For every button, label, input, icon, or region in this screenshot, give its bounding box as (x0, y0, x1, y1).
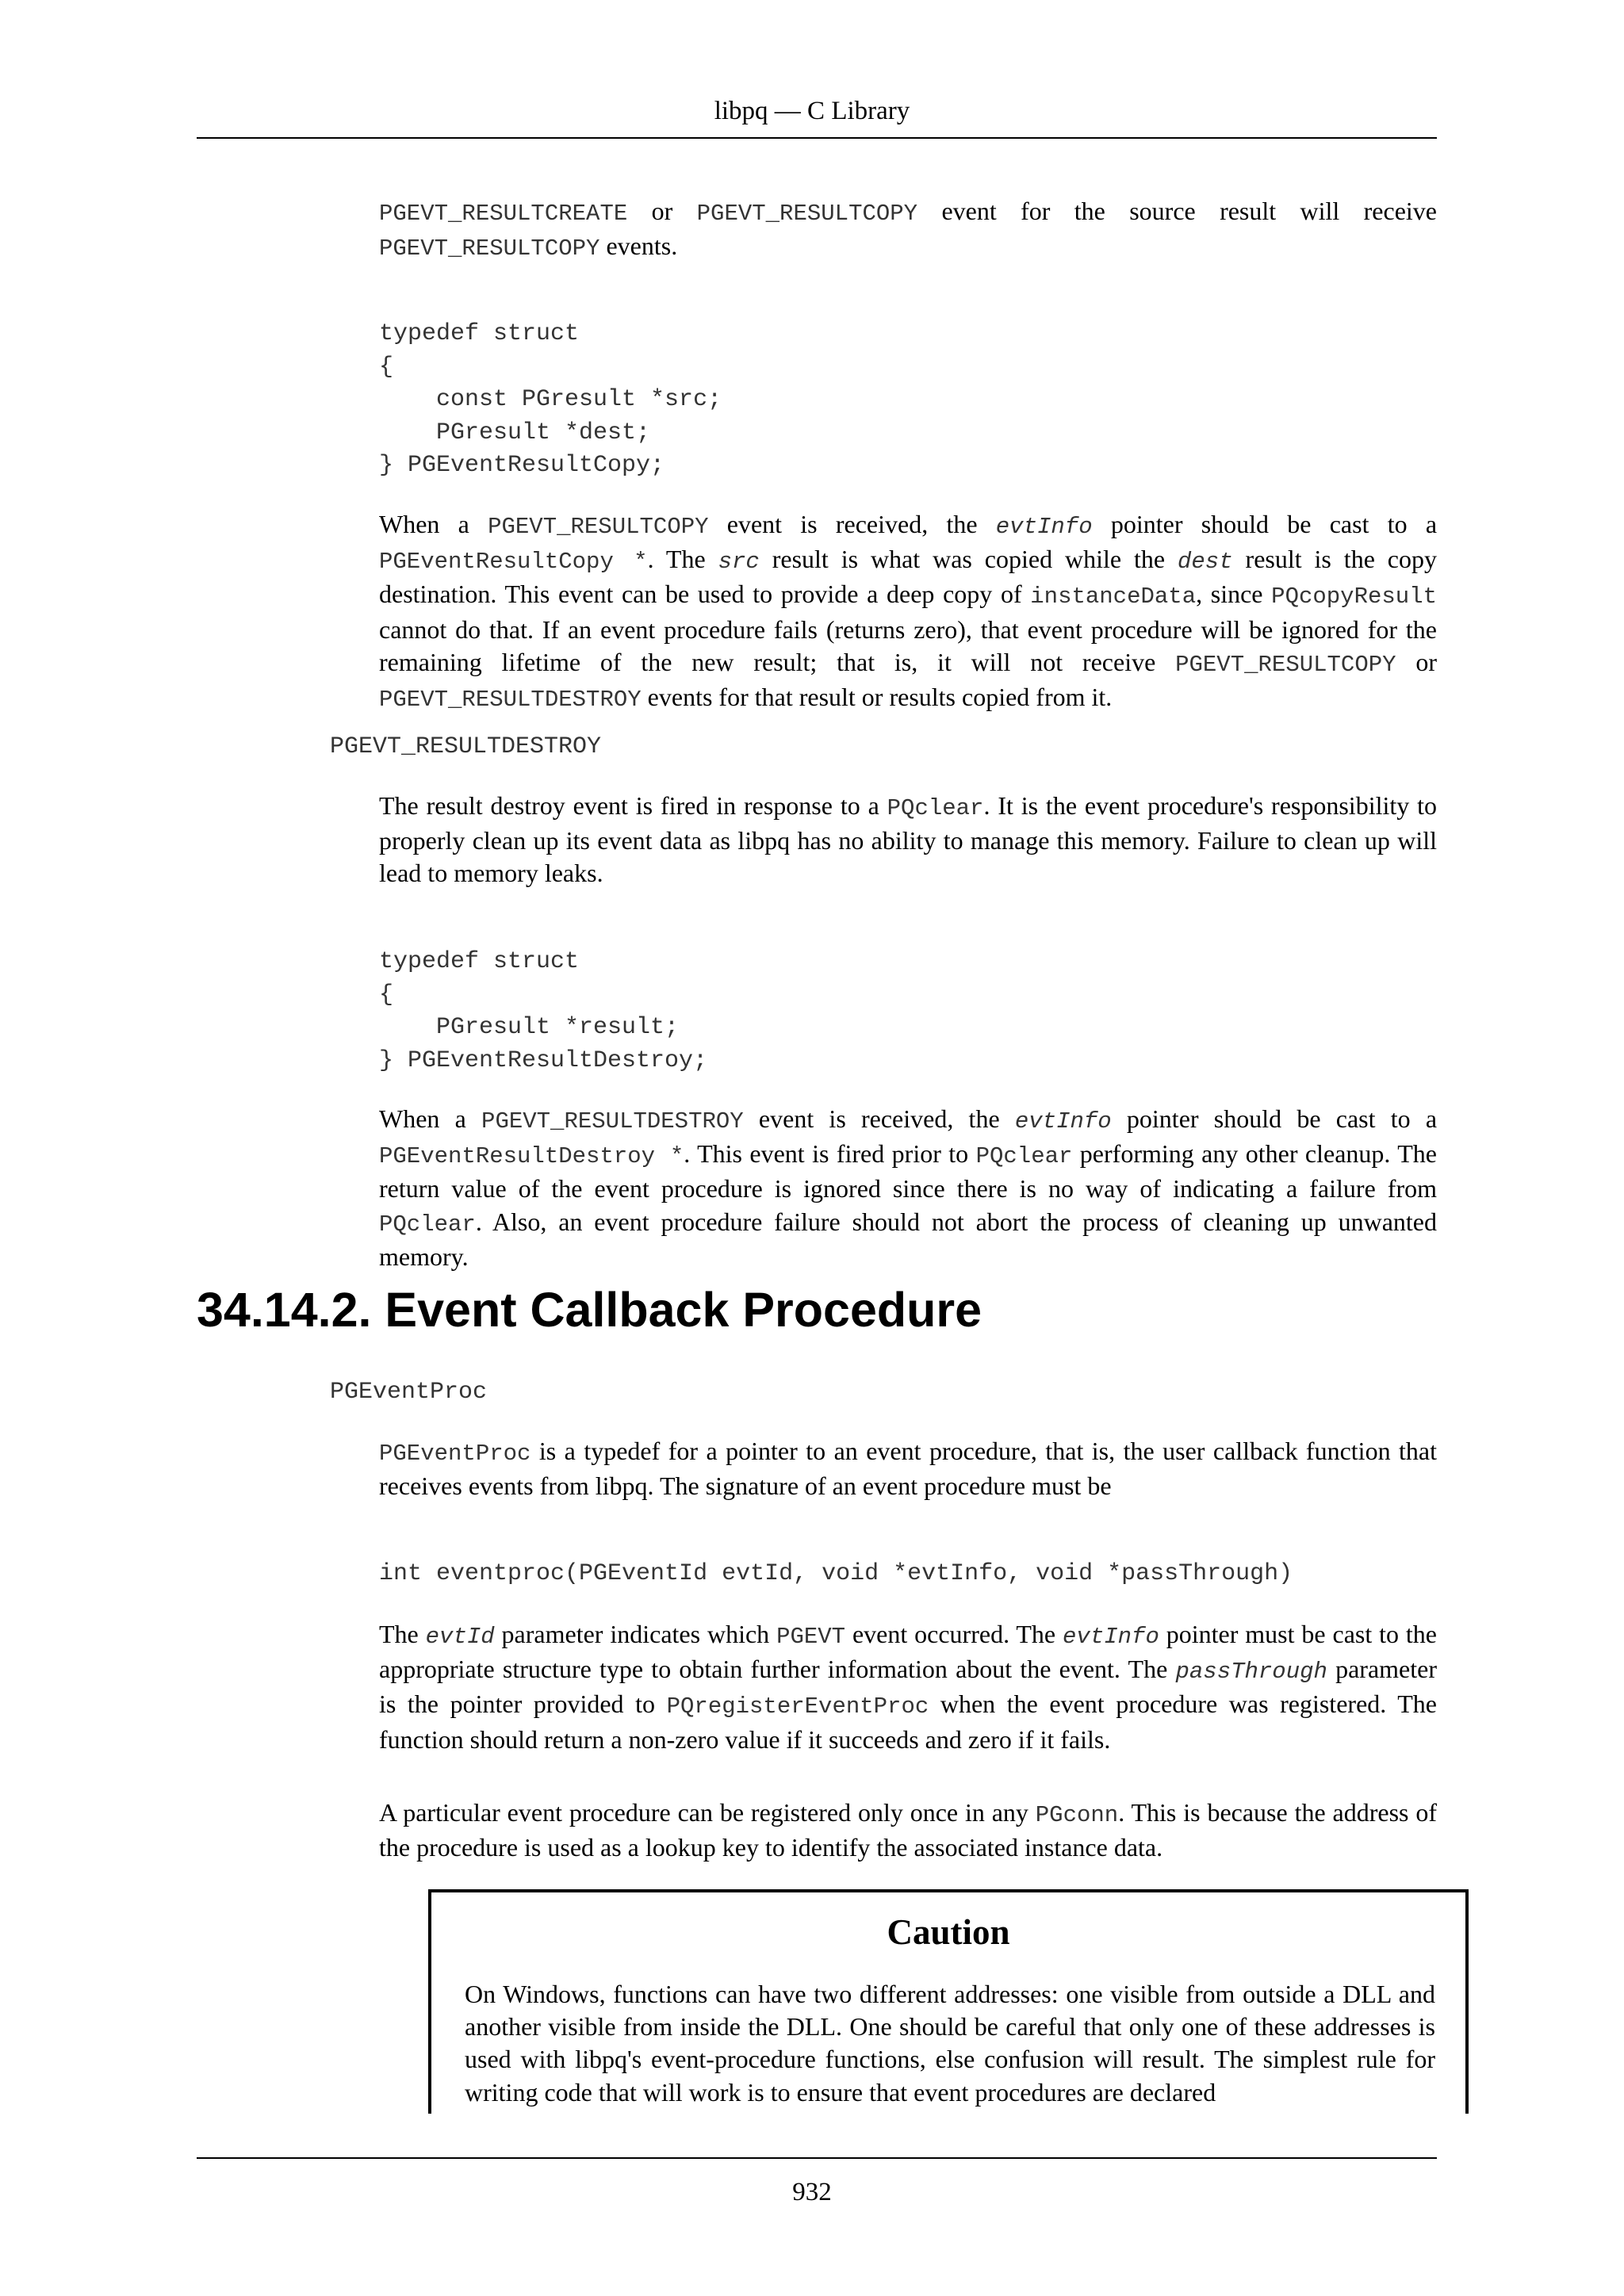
code-block-result-destroy: typedef struct { PGresult *result; } PGEventResultDestroy; (379, 948, 708, 1074)
code-block-signature: int eventproc(PGEventId evtId, void *evtInfo, void *passThrough) (379, 1560, 1293, 1587)
page-number: 932 (792, 2178, 832, 2206)
inline-code: PGEVT_RESULTCREATE (379, 201, 628, 227)
intro-paragraph: PGEVT_RESULTCREATE or PGEVT_RESULTCOPY event for the source result will receive PGEVT_RESULTCOPY events. (379, 197, 1438, 262)
caution-title: Caution (887, 1912, 1010, 1952)
parameter-name: passThrough (1175, 1659, 1327, 1686)
inline-code: PGEVT_RESULTCOPY (696, 201, 918, 227)
inline-code: PGEVT (776, 1624, 846, 1650)
result-copy-paragraph: When a PGEVT_RESULTCOPY event is received, the evtInfo pointer should be cast to a PGEventResultCopy *. The src result is what was copied while the dest result is the copy destination. This event can be used to provide a deep copy of instanceData, since PQcopyResult cannot do that. If an event procedure fails (returns zero), that event procedure will be ignored for the remaining lifetime of the new result; that is, it will not receive PGEVT_RESULTCOPY or PGEVT_RESULTDESTROY events for that result or results copied from it. (379, 510, 1438, 714)
inline-code: PGEVT_RESULTCOPY (379, 235, 600, 262)
inline-code: PQclear (887, 795, 984, 821)
inline-code: PGEVT_RESULTDESTROY (481, 1108, 744, 1135)
inline-code: PGEVT_RESULTDESTROY (379, 687, 642, 714)
term-result-destroy: PGEVT_RESULTDESTROY (330, 733, 602, 760)
section-heading: 34.14.2. Event Callback Procedure (197, 1283, 982, 1337)
result-destroy-paragraph: The result destroy event is fired in response to a PQclear. It is the event procedure's responsibility to properly clean up its event data as libpq has no ability to manage this memory. Failure to clean up will lead to memory leaks. (379, 791, 1438, 888)
parameter-name: src (718, 549, 760, 576)
footer-rule (197, 2157, 1437, 2159)
caution-text: On Windows, functions can have two different addresses: one visible from outside a DLL and another visible from inside the DLL. One should be careful that only one of these addresses is used with libpq's event-procedure functions, else confusion will result. The simplest rule for writing code that will work is to ensure that event procedures are declared (465, 1980, 1435, 2107)
inline-code: PQclear (379, 1211, 476, 1238)
result-destroy-received-paragraph: When a PGEVT_RESULTDESTROY event is received, the evtInfo pointer should be cast to a PGEventResultDestroy *. This event is fired prior to PQclear performing any other cleanup. The return value of the event procedure is ignored since there is no way of indicating a failure from PQclear. Also, an event procedure failure should not abort the process of cleaning up unwanted memory. (379, 1104, 1438, 1271)
inline-code: PQclear (975, 1143, 1073, 1170)
inline-code: PQcopyResult (1271, 584, 1438, 610)
inline-code: PGEventProc (379, 1441, 531, 1467)
parameter-name: evtInfo (995, 514, 1093, 540)
running-header: libpq — C Library (714, 97, 910, 125)
parameter-name: evtInfo (1063, 1624, 1159, 1650)
inline-code: instanceData (1030, 584, 1197, 610)
inline-code: PGEVT_RESULTCOPY (488, 514, 709, 540)
term-event-proc: PGEventProc (330, 1379, 488, 1406)
code-block-result-copy: typedef struct { const PGresult *src; PGresult *dest; } PGEventResultCopy; (379, 320, 722, 479)
inline-code: PGEventResultDestroy * (379, 1143, 684, 1170)
event-proc-paragraph: PGEventProc is a typedef for a pointer to an event procedure, that is, the user callback function that receives events from libpq. The signature of an event procedure must be (379, 1437, 1437, 1501)
inline-code: PGEVT_RESULTCOPY (1175, 651, 1396, 678)
parameter-name: dest (1178, 549, 1233, 576)
event-proc-params-paragraph: The evtId parameter indicates which PGEVT event occurred. The evtInfo pointer must be cast to the appropriate structure type to obtain further information about the event. The passThrough parameter is the pointer provided to PQregisterEventProc when the event procedure was registered. The function should return a non-zero value if it succeeds and zero if it fails. (379, 1620, 1438, 1754)
inline-code: PGEventResultCopy * (379, 549, 648, 576)
inline-code: PGconn (1035, 1802, 1119, 1828)
caution-box (428, 1889, 1469, 2114)
inline-code: PQregisterEventProc (666, 1693, 929, 1720)
parameter-name: evtId (425, 1624, 495, 1650)
parameter-name: evtInfo (1014, 1108, 1112, 1135)
event-proc-once-paragraph: A particular event procedure can be registered only once in any PGconn. This is because the address of the procedure is used as a lookup key to identify the associated instance data. (379, 1798, 1438, 1862)
